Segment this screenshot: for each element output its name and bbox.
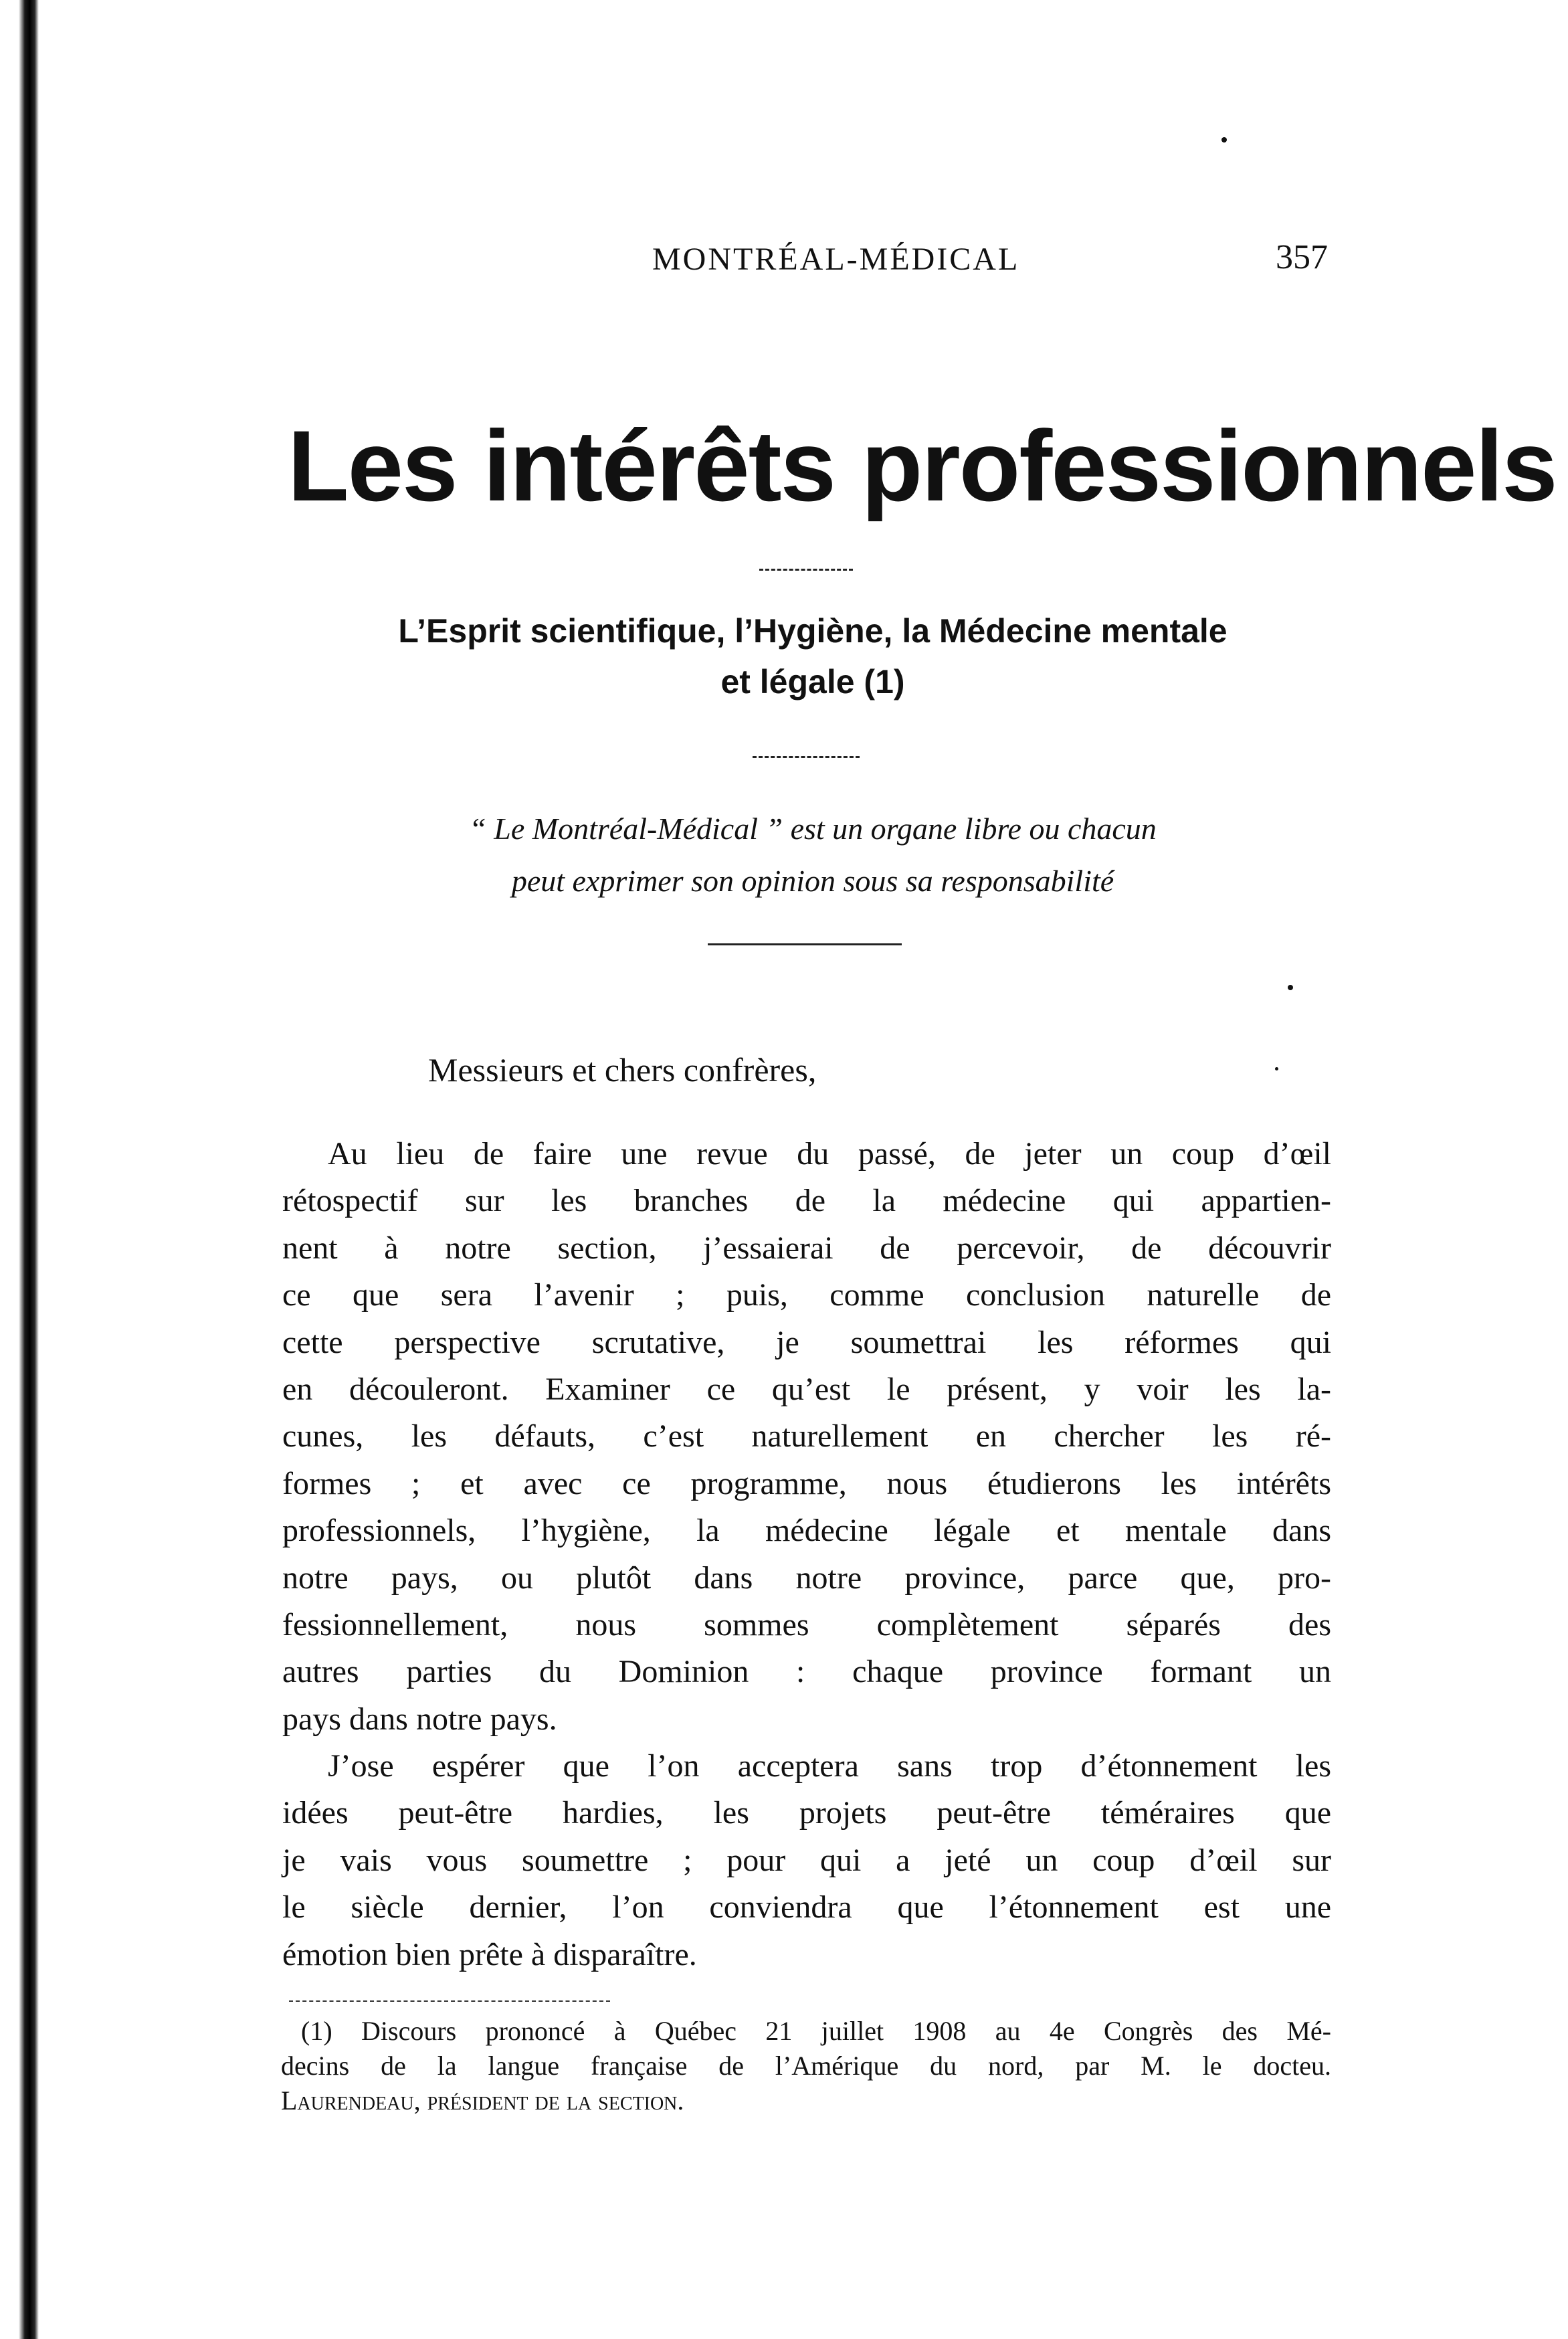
scan-speck <box>1221 137 1227 143</box>
footnote-line: Laurendeau, président de la section. <box>281 2085 684 2116</box>
salutation: Messieurs et chers confrères, <box>428 1051 817 1089</box>
subtitle-line: et légale (1) <box>720 663 905 700</box>
epigraph-line: “ Le Montréal-Médical ” est un organe libre ou chacun <box>469 812 1157 846</box>
paragraph-line: le siècle dernier, l’on conviendra que l’étonnement est une <box>282 1889 1331 1926</box>
paragraph-line: en découleront. Examiner ce qu’est le présent, y voir les la- <box>282 1371 1331 1407</box>
paragraph-line: je vais vous soumettre ; pour qui a jeté un coup d’œil sur <box>282 1842 1331 1878</box>
footnote <box>281 2014 1331 2118</box>
paragraph-line: Au lieu de faire une revue du passé, de jeter un coup d’œil <box>328 1136 1331 1172</box>
paragraph-line: formes ; et avec ce programme, nous étudierons les intérêts <box>282 1465 1331 1501</box>
footnote-rule <box>289 2000 610 2002</box>
epigraph-line: peut exprimer son opinion sous sa responsabilité <box>511 864 1114 898</box>
paragraph-line: fessionnellement, nous sommes complètement séparés des <box>282 1606 1331 1643</box>
paragraph-line: professionnels, l’hygiène, la médecine légale et mentale dans <box>282 1513 1331 1549</box>
paragraph-line: cunes, les défauts, c’est naturellement en chercher les ré- <box>282 1418 1331 1455</box>
scan-speck <box>1275 1067 1278 1070</box>
binding-edge <box>19 0 39 2339</box>
paragraph-line: pays dans notre pays. <box>282 1701 557 1737</box>
paragraph-line: rétospectif sur les branches de la médecine qui appartien- <box>282 1183 1331 1219</box>
epigraph <box>375 803 1251 907</box>
separator-rule <box>759 569 853 571</box>
running-head: MONTRÉAL-MÉDICAL <box>652 242 1020 277</box>
paragraph-line: émotion bien prête à disparaître. <box>282 1936 697 1972</box>
scan-speck <box>1288 985 1293 990</box>
article-subtitle <box>288 605 1338 707</box>
paragraph-line: J’ose espérer que l’on acceptera sans trop d’étonnement les <box>328 1748 1331 1784</box>
paragraph-line: notre pays, ou plutôt dans notre province, parce que, pro- <box>282 1560 1331 1596</box>
separator-rule <box>708 943 902 945</box>
subtitle-line: L’Esprit scientifique, l’Hygiène, la Médecine mentale <box>398 612 1228 650</box>
separator-rule <box>753 756 860 758</box>
paragraph-line: ce que sera l’avenir ; puis, comme conclusion naturelle de <box>282 1277 1331 1313</box>
paragraph-line: autres parties du Dominion : chaque province formant un <box>282 1654 1331 1690</box>
paragraph-line: cette perspective scrutative, je soumettrai les réformes qui <box>282 1324 1331 1360</box>
page-number: 357 <box>1276 238 1328 276</box>
footnote-line: (1) Discours prononcé à Québec 21 juillet 1908 au 4e Congrès des Mé- <box>301 2016 1331 2046</box>
article-body <box>282 1131 1331 1978</box>
footnote-line: decins de la langue française de l’Amérique du nord, par M. le docteu. <box>281 2051 1331 2081</box>
paragraph-line: idées peut-être hardies, les projets peut-être téméraires que <box>282 1795 1331 1831</box>
paragraph-line: nent à notre section, j’essaierai de percevoir, de découvrir <box>282 1230 1331 1266</box>
article-title: Les intérêts professionnels <box>288 409 1557 522</box>
